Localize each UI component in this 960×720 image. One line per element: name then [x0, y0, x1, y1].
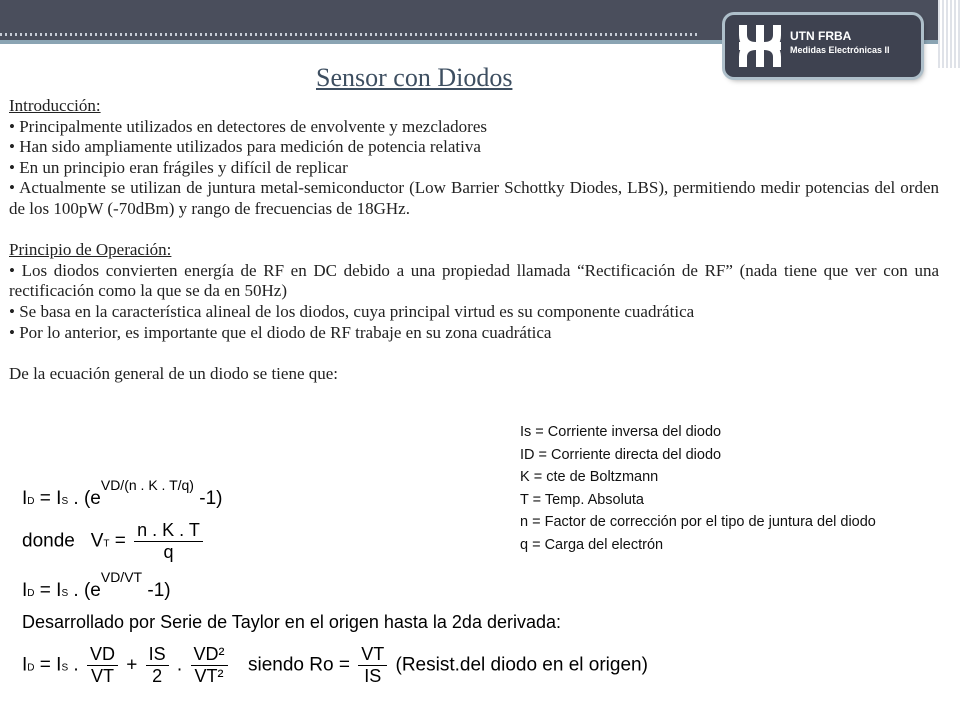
equation-intro: De la ecuación general de un diodo se tiene que:: [9, 363, 339, 383]
definition-item: T = Temp. Absoluta: [520, 491, 645, 508]
intro-item: • En un principio eran frágiles y difícil de replicar: [9, 157, 348, 177]
definition-item: ID = Corriente directa del diodo: [520, 446, 722, 463]
corner-stripes: [938, 0, 960, 68]
principle-item: • Por lo anterior, es importante que el diodo de RF trabaje en su zona cuadrática: [9, 322, 552, 342]
intro-item: • Actualmente se utilizan de juntura metal-semiconductor (Low Barrier Schottky Diodes, LBS), permitiendo medir potencias del orden de los 100pW (-70dBm) y rango de frecuencias de 18GHz.: [9, 178, 939, 218]
principle-heading: Principio de Operación:: [9, 240, 172, 260]
diode-equation: ID = IS . ($e^{VD/(n . K . T/q)}$ -1): [22, 477, 223, 509]
equations-area: [0, 470, 960, 720]
slide-body: [9, 96, 939, 384]
logo-course: Medidas Electrónicas II: [790, 45, 890, 55]
thermal-voltage-equation: donde VT = $\frac{n . K . T}{q}$: [22, 520, 206, 563]
intro-item: • Han sido ampliamente utilizados para medición de potencia relativa: [9, 137, 481, 157]
intro-item: • Principalmente utilizados en detectores de envolvente y mezcladores: [9, 116, 487, 136]
slide-title: Sensor con Diodos: [316, 63, 513, 92]
definition-item: q = Carga del electrón: [520, 536, 664, 553]
taylor-expansion: ID = IS . $\frac{VD}{VT}$ + $\frac{IS}{2}$ . $\frac{\text{VD²}}{\text{VT²}}$: [22, 644, 231, 687]
logo-institution: UTN FRBA: [790, 29, 852, 43]
utn-logo-icon: [735, 22, 785, 70]
intro-heading: Introducción:: [9, 96, 101, 115]
principle-item: • Los diodos convierten energía de RF en DC debido a una propiedad llamada “Rectificación de RF” (nada tiene que ver con una rectificación como la que se da en 50Hz): [9, 260, 939, 301]
definition-item: Is = Corriente inversa del diodo: [520, 424, 722, 440]
definition-item: K = cte de Boltzmann: [520, 469, 659, 485]
resistance-equation: siendo Ro = $\frac{VT}{IS}$ (Resist.del diodo en el origen): [248, 644, 648, 686]
principle-item: • Se basa en la característica alineal de los diodos, cuya principal virtud es su componente cuadrática: [9, 301, 695, 321]
diode-equation-vt: ID = IS . ($e^{VD/VT}$ -1): [22, 569, 171, 601]
taylor-caption: Desarrollado por Serie de Taylor en el origen hasta la 2da derivada:: [22, 612, 561, 632]
banner-dotted-line: [0, 33, 700, 36]
utn-logo-badge: [725, 15, 921, 77]
definition-item: n = Factor de corrección por el tipo de juntura del diodo: [520, 514, 876, 530]
